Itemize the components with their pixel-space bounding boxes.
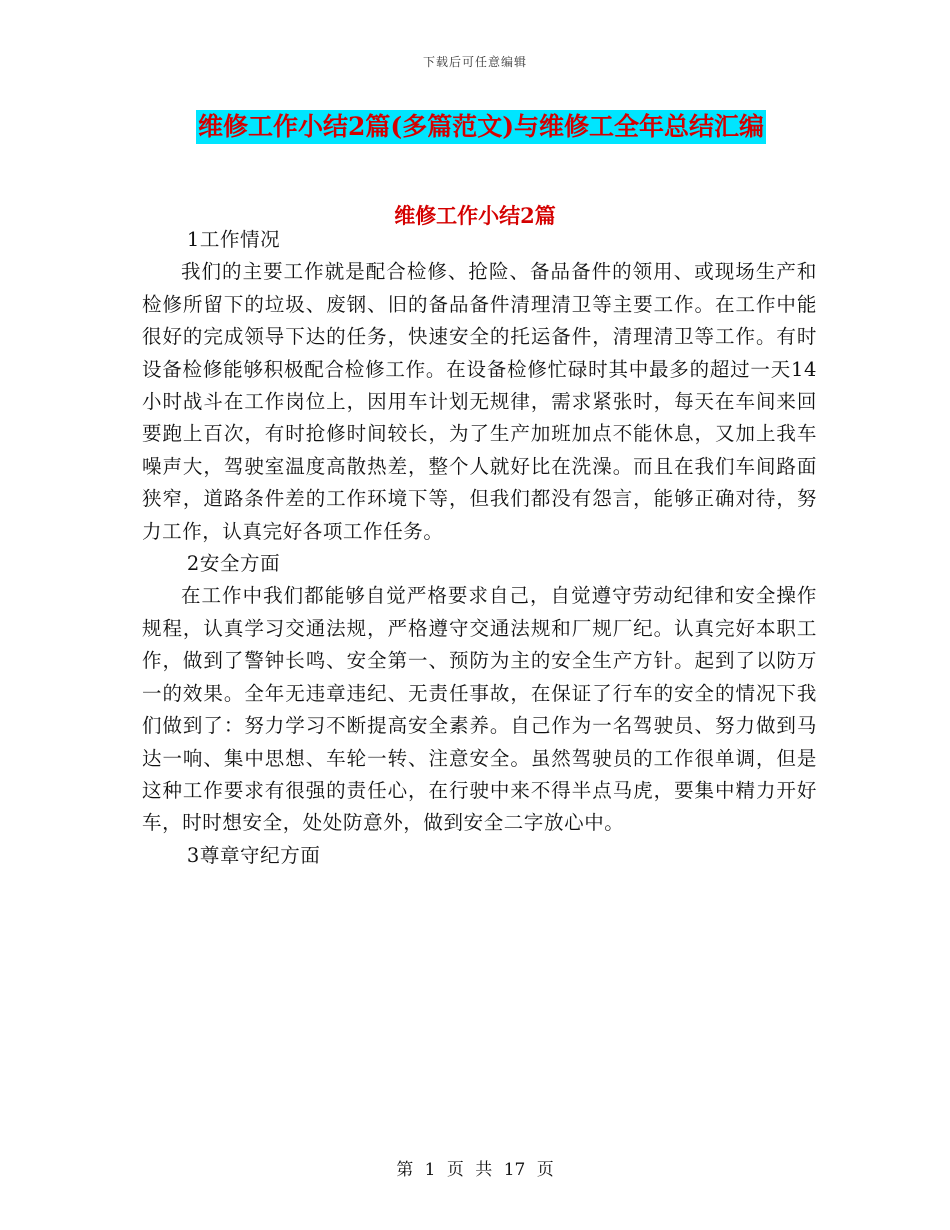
document-body: [142, 224, 817, 872]
section-title: 维修工作小结2篇: [394, 203, 556, 228]
section-heading-work: 1工作情况: [186, 228, 281, 251]
paragraph-safety: 在工作中我们都能够自觉严格要求自己，自觉遵守劳动纪律和安全操作规程，认真学习交通法规，严格遵守交通法规和厂规厂纪。认真完好本职工作，做到了警钟长鸣、安全第一、预防为主的安全生产方针。起到了以防万一的效果。全年无违章违纪、无责任事故，在保证了行车的安全的情况下我们做到了：努力学习不断提高安全素养。自己作为一名驾驶员、努力做到马达一响、集中思想、车轮一转、注意安全。虽然驾驶员的工作很单调，但是这种工作要求有很强的责任心，在行驶中来不得半点马虎，要集中精力开好车，时时想安全，处处防意外，做到安全二字放心中。: [142, 584, 817, 835]
header-note: 下载后可任意编辑: [422, 55, 527, 69]
section-heading-discipline: 3尊章守纪方面: [186, 843, 321, 867]
page-number: 第 1 页 共 17 页: [396, 1160, 554, 1180]
paragraph-work: 我们的主要工作就是配合检修、抢险、备品备件的领用、或现场生产和检修所留下的垃圾、废钢、旧的备品备件清理清卫等主要工作。在工作中能很好的完成领导下达的任务，快速安全的托运备件，清理清卫等工作。有时设备检修能够积极配合检修工作。在设备检修忙碌时其中最多的超过一天14小时战斗在工作岗位上，因用车计划无规律，需求紧张时，每天在车间来回要跑上百次，有时抢修时间较长，为了生产加班加点不能休息，又加上我车噪声大，驾驶室温度高散热差，整个人就好比在洗澡。而且在我们车间路面狭窄，道路条件差的工作环境下等，但我们都没有怨言，能够正确对待，努力工作，认真完好各项工作任务。: [142, 260, 817, 543]
document-title: 维修工作小结2篇(多篇范文)与维修工全年总结汇编: [196, 110, 766, 144]
section-heading-safety: 2安全方面: [186, 552, 281, 576]
